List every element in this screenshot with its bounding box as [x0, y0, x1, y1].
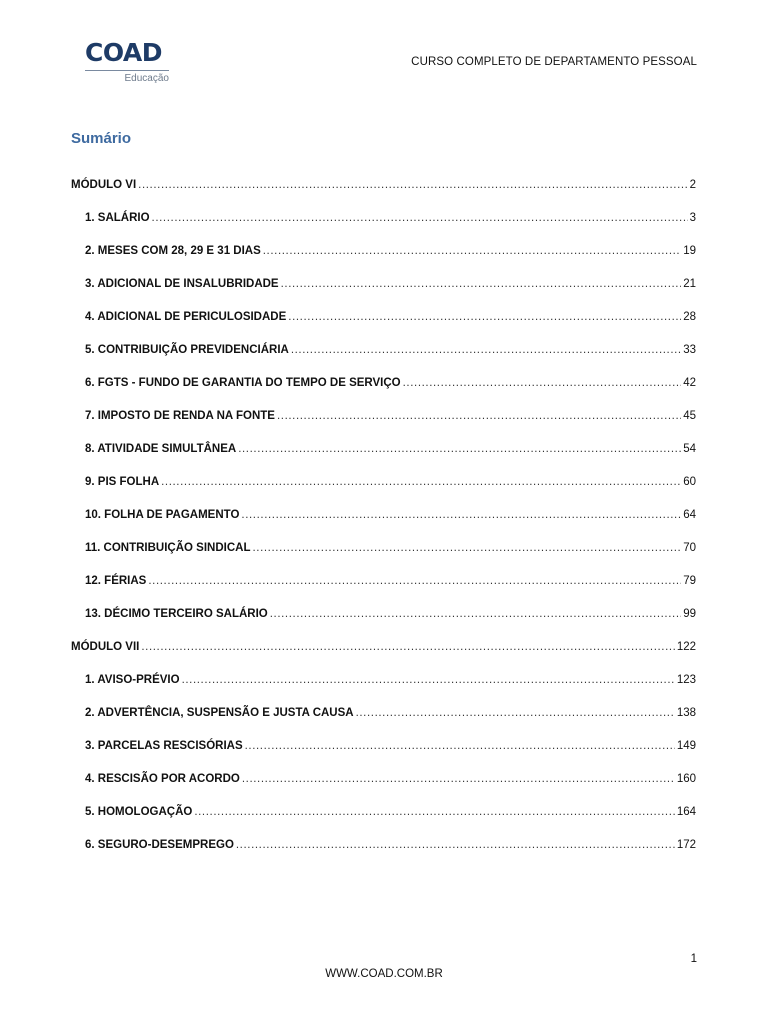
coad-logo [85, 39, 169, 85]
toc-entry-label: 6. FGTS - FUNDO DE GARANTIA DO TEMPO DE SERVIÇO [85, 377, 401, 389]
toc-entry-label: 8. ATIVIDADE SIMULTÂNEA [85, 443, 237, 455]
toc-entry[interactable] [71, 637, 696, 670]
toc-entry[interactable] [71, 736, 696, 769]
toc-dot-leader [194, 802, 674, 822]
toc-dot-leader [242, 769, 675, 789]
toc-entry-label: 2. MESES COM 28, 29 E 31 DIAS [85, 245, 261, 257]
toc-dot-leader [148, 571, 681, 591]
toc-entry[interactable] [71, 406, 696, 439]
toc-dot-leader [241, 505, 681, 525]
page-number: 1 [690, 953, 697, 965]
toc-entry-page: 28 [683, 311, 696, 323]
toc-dot-leader [161, 472, 681, 492]
toc-entry-page: 123 [676, 674, 696, 686]
footer-url: WWW.COAD.COM.BR [325, 968, 443, 980]
toc-dot-leader [270, 604, 681, 624]
toc-entry-label: 5. CONTRIBUIÇÃO PREVIDENCIÁRIA [85, 344, 289, 356]
toc-entry[interactable] [71, 373, 696, 406]
document-header-title: CURSO COMPLETO DE DEPARTAMENTO PESSOAL [411, 56, 697, 68]
toc-entry-page: 42 [683, 377, 696, 389]
logo-divider [85, 70, 169, 71]
toc-entry-label: 9. PIS FOLHA [85, 476, 160, 488]
toc-entry[interactable] [71, 472, 696, 505]
toc-entry-page: 33 [683, 344, 696, 356]
toc-entry-label: 3. PARCELAS RESCISÓRIAS [85, 740, 243, 752]
toc-entry[interactable] [71, 571, 696, 604]
toc-dot-leader [182, 670, 675, 690]
toc-entry-label: 12. FÉRIAS [85, 575, 147, 587]
toc-entry[interactable] [71, 274, 696, 307]
toc-entry-page: 122 [676, 641, 696, 653]
toc-dot-leader [288, 307, 681, 327]
toc-entry[interactable] [71, 769, 696, 802]
toc-entry-page: 164 [676, 806, 696, 818]
toc-entry-label: 13. DÉCIMO TERCEIRO SALÁRIO [85, 608, 268, 620]
logo-brand: COAD [85, 38, 163, 67]
toc-entry[interactable] [71, 241, 696, 274]
toc-dot-leader [236, 835, 675, 855]
toc-heading: Sumário [71, 130, 132, 147]
table-of-contents [71, 175, 696, 868]
toc-entry[interactable] [71, 670, 696, 703]
toc-entry-page: 70 [683, 542, 696, 554]
toc-entry-page: 160 [676, 773, 696, 785]
toc-entry-page: 3 [689, 212, 696, 224]
toc-dot-leader [277, 406, 681, 426]
toc-dot-leader [253, 538, 682, 558]
toc-entry-label: 10. FOLHA DE PAGAMENTO [85, 509, 240, 521]
toc-dot-leader [245, 736, 675, 756]
toc-entry-label: 1. AVISO-PRÉVIO [85, 674, 180, 686]
toc-entry-label: 1. SALÁRIO [85, 212, 150, 224]
toc-entry-label: 7. IMPOSTO DE RENDA NA FONTE [85, 410, 275, 422]
toc-entry[interactable] [71, 703, 696, 736]
toc-entry-page: 21 [683, 278, 696, 290]
toc-dot-leader [403, 373, 682, 393]
toc-entry-label: 3. ADICIONAL DE INSALUBRIDADE [85, 278, 279, 290]
toc-entry-page: 79 [683, 575, 696, 587]
toc-entry[interactable] [71, 208, 696, 241]
toc-entry-page: 172 [676, 839, 696, 851]
toc-entry-label: 6. SEGURO-DESEMPREGO [85, 839, 234, 851]
toc-entry[interactable] [71, 802, 696, 835]
toc-entry[interactable] [71, 439, 696, 472]
toc-dot-leader [281, 274, 682, 294]
toc-entry-page: 2 [689, 179, 696, 191]
toc-dot-leader [263, 241, 681, 261]
toc-entry[interactable] [71, 340, 696, 373]
toc-dot-leader [152, 208, 688, 228]
toc-entry-page: 54 [683, 443, 696, 455]
toc-entry[interactable] [71, 835, 696, 868]
toc-dot-leader [291, 340, 681, 360]
toc-entry-page: 60 [683, 476, 696, 488]
toc-entry[interactable] [71, 538, 696, 571]
toc-entry[interactable] [71, 307, 696, 340]
toc-entry[interactable] [71, 175, 696, 208]
toc-entry-label: 4. ADICIONAL DE PERICULOSIDADE [85, 311, 287, 323]
toc-entry-label: 11. CONTRIBUIÇÃO SINDICAL [85, 542, 251, 554]
toc-entry-page: 19 [683, 245, 696, 257]
toc-dot-leader [238, 439, 681, 459]
toc-entry-page: 99 [683, 608, 696, 620]
toc-entry-label: 2. ADVERTÊNCIA, SUSPENSÃO E JUSTA CAUSA [85, 707, 354, 719]
toc-entry-page: 149 [676, 740, 696, 752]
toc-dot-leader [356, 703, 675, 723]
toc-entry[interactable] [71, 604, 696, 637]
toc-entry-label: 4. RESCISÃO POR ACORDO [85, 773, 240, 785]
toc-dot-leader [141, 637, 674, 657]
toc-entry-page: 64 [683, 509, 696, 521]
toc-entry-label: MÓDULO VI [71, 179, 137, 191]
toc-entry-page: 45 [683, 410, 696, 422]
toc-entry-label: 5. HOMOLOGAÇÃO [85, 806, 193, 818]
toc-entry[interactable] [71, 505, 696, 538]
toc-entry-label: MÓDULO VII [71, 641, 140, 653]
logo-subtitle: Educação [124, 73, 169, 84]
toc-dot-leader [138, 175, 687, 195]
toc-entry-page: 138 [676, 707, 696, 719]
